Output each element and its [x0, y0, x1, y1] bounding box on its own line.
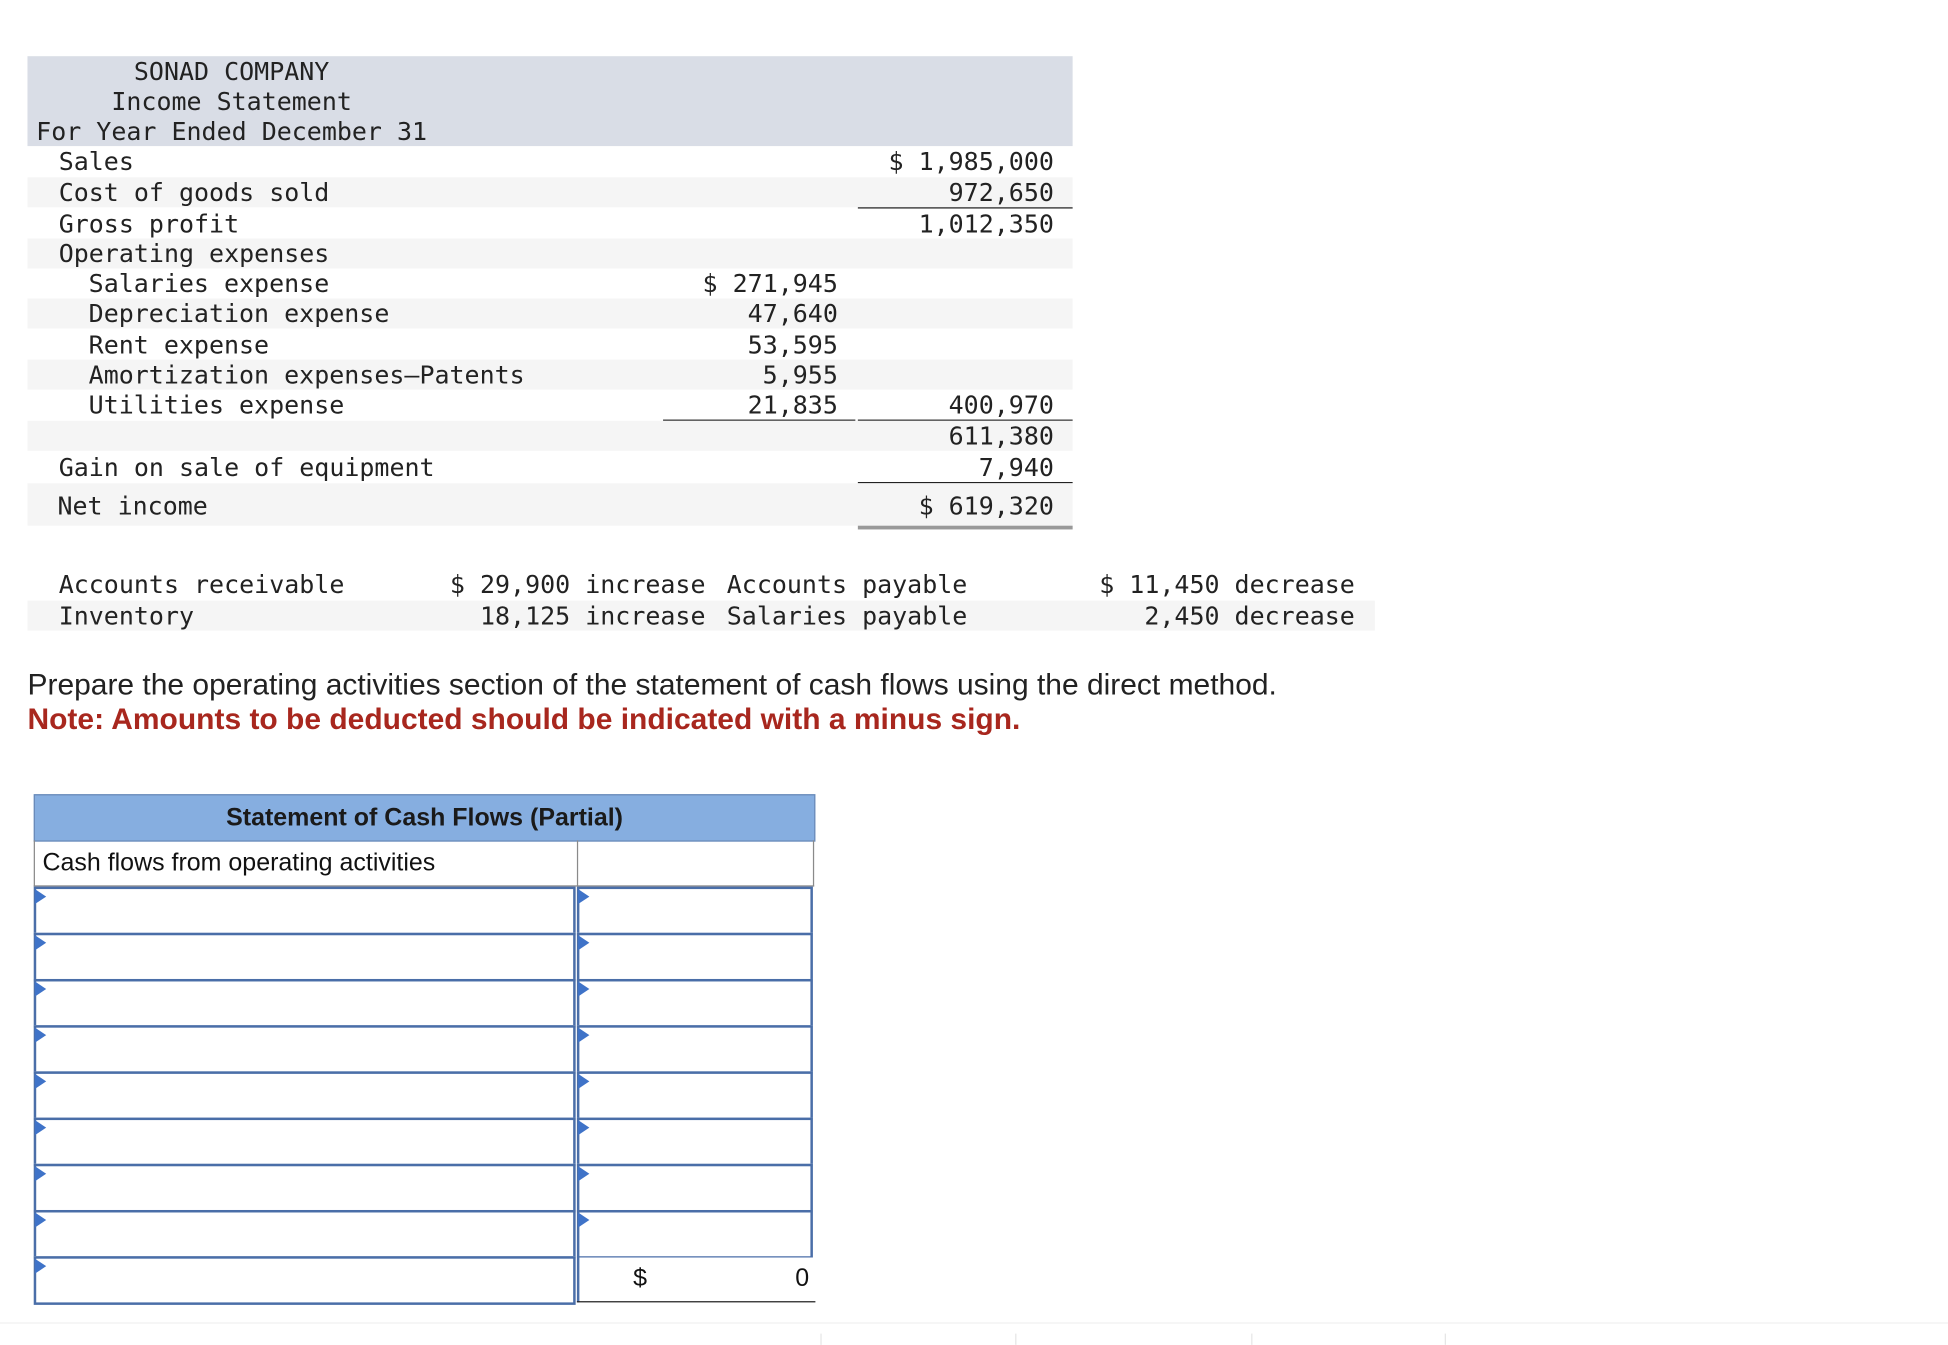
value-cogs: 972,650 — [948, 177, 1054, 208]
statement-period: For Year Ended December 31 — [36, 116, 428, 147]
bottom-tick — [1445, 1334, 1446, 1345]
bottom-tick — [1251, 1334, 1252, 1345]
change-amount: 18,125 increase — [479, 600, 706, 631]
dropdown-marker-icon[interactable] — [35, 1028, 46, 1043]
change-account: Accounts receivable — [58, 569, 345, 600]
instructions-note: Note: Amounts to be deducted should be indicated with a minus sign. — [27, 703, 1021, 737]
label-rent: Rent expense — [88, 329, 270, 360]
value-salaries: $ 271,945 — [702, 268, 838, 299]
dropdown-marker-icon[interactable] — [578, 981, 589, 996]
dropdown-marker-icon[interactable] — [578, 1212, 589, 1227]
label-gain: Gain on sale of equipment — [58, 452, 435, 482]
cash-flow-table — [34, 794, 816, 1303]
row-gross-profit — [27, 209, 1072, 239]
dropdown-marker-icon[interactable] — [578, 889, 589, 904]
change-row — [27, 601, 1374, 631]
change-row — [27, 569, 1374, 599]
net-cash-currency-symbol: $ — [633, 1264, 647, 1293]
operating-item-amount-input[interactable] — [577, 933, 813, 982]
page-bottom-divider — [0, 1322, 1948, 1323]
net-cash-total-underline — [577, 1301, 816, 1302]
dropdown-marker-icon[interactable] — [35, 1074, 46, 1089]
net-cash-total-value: 0 — [795, 1264, 810, 1293]
row-net-income — [27, 483, 1072, 525]
income-statement-header — [27, 56, 1072, 146]
label-utilities: Utilities expense — [88, 389, 345, 420]
operating-item-label-input[interactable] — [34, 1071, 576, 1120]
instructions-text: Prepare the operating activities section of the statement of cash flows using the direct method. — [27, 668, 1277, 702]
change-account-2: Accounts payable — [726, 569, 968, 600]
dropdown-marker-icon[interactable] — [578, 1028, 589, 1043]
value-amortization: 5,955 — [762, 359, 838, 390]
label-cogs: Cost of goods sold — [58, 177, 330, 208]
change-amount-2: $ 11,450 decrease — [1099, 569, 1355, 600]
bottom-tick — [820, 1334, 821, 1345]
operating-item-label-input[interactable] — [34, 1025, 576, 1074]
operating-item-label-input[interactable] — [34, 1210, 576, 1259]
change-account: Inventory — [58, 600, 195, 631]
cash-flow-subheader-amount — [577, 840, 814, 886]
dropdown-marker-icon[interactable] — [578, 1074, 589, 1089]
dropdown-marker-icon[interactable] — [35, 935, 46, 950]
row-utilities — [27, 390, 1072, 420]
statement-name: Income Statement — [111, 86, 352, 117]
value-operating-income: 611,380 — [948, 420, 1054, 451]
operating-item-amount-input[interactable] — [577, 1071, 813, 1120]
row-sales — [27, 146, 1072, 176]
label-operating-expenses: Operating expenses — [58, 238, 330, 269]
operating-item-label-input[interactable] — [34, 1164, 576, 1213]
company-name: SONAD COMPANY — [133, 56, 330, 87]
value-utilities: 21,835 — [747, 389, 838, 420]
operating-item-amount-input[interactable] — [577, 1118, 813, 1167]
rule-net-income-double — [858, 526, 1073, 530]
dropdown-marker-icon[interactable] — [35, 1259, 46, 1274]
row-rent — [27, 330, 1072, 360]
operating-item-label-input[interactable] — [34, 1118, 576, 1167]
operating-item-label-input[interactable] — [34, 887, 576, 936]
dropdown-marker-icon[interactable] — [578, 1166, 589, 1181]
operating-item-amount-input[interactable] — [577, 979, 813, 1028]
row-gain — [27, 452, 1072, 482]
value-depreciation: 47,640 — [747, 298, 838, 329]
change-amount-2: 2,450 decrease — [1144, 600, 1355, 631]
label-sales: Sales — [58, 146, 134, 177]
change-amount: $ 29,900 increase — [449, 569, 706, 600]
row-amortization — [27, 360, 1072, 390]
dropdown-marker-icon[interactable] — [35, 889, 46, 904]
label-salaries: Salaries expense — [88, 268, 330, 299]
row-operating-income — [27, 421, 1072, 451]
row-operating-expenses — [27, 239, 1072, 269]
label-gross-profit: Gross profit — [58, 208, 240, 239]
value-rent: 53,595 — [747, 329, 838, 360]
net-cash-label-input[interactable] — [34, 1256, 576, 1305]
operating-item-label-input[interactable] — [34, 933, 576, 982]
cash-flow-subheader: Cash flows from operating activities — [34, 840, 578, 886]
row-depreciation — [27, 298, 1072, 328]
operating-item-label-input[interactable] — [34, 979, 576, 1028]
label-amortization: Amortization expenses—Patents — [88, 359, 525, 390]
value-gain: 7,940 — [978, 452, 1054, 482]
dropdown-marker-icon[interactable] — [578, 1120, 589, 1135]
value-net-income: $ 619,320 — [918, 490, 1054, 521]
label-depreciation: Depreciation expense — [88, 298, 390, 329]
net-cash-total-cell — [577, 1256, 816, 1302]
label-net-income: Net income — [57, 490, 208, 521]
change-account-2: Salaries payable — [726, 600, 968, 631]
dropdown-marker-icon[interactable] — [35, 981, 46, 996]
operating-item-amount-input[interactable] — [577, 1164, 813, 1213]
row-salaries — [27, 268, 1072, 298]
value-sales: $ 1,985,000 — [888, 146, 1054, 177]
operating-item-amount-input[interactable] — [577, 1025, 813, 1074]
operating-item-amount-input[interactable] — [577, 1210, 813, 1257]
cash-flow-table-title: Statement of Cash Flows (Partial) — [34, 794, 816, 841]
operating-item-amount-input[interactable] — [577, 887, 813, 936]
dropdown-marker-icon[interactable] — [578, 935, 589, 950]
bottom-tick — [1015, 1334, 1016, 1345]
value-gross-profit: 1,012,350 — [918, 208, 1054, 239]
value-total-operating-expenses: 400,970 — [948, 389, 1054, 420]
dropdown-marker-icon[interactable] — [35, 1166, 46, 1181]
row-cogs — [27, 177, 1072, 207]
dropdown-marker-icon[interactable] — [35, 1120, 46, 1135]
dropdown-marker-icon[interactable] — [35, 1212, 46, 1227]
